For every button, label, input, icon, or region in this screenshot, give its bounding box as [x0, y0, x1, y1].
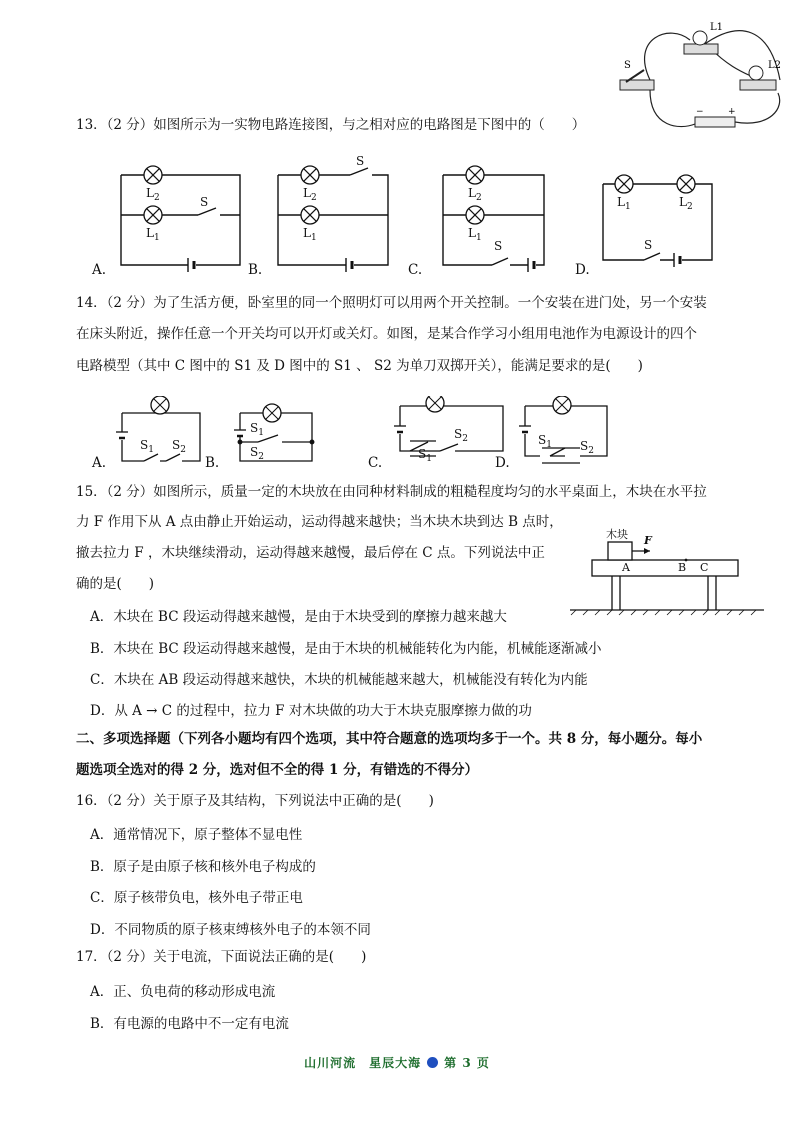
svg-text:S: S [624, 60, 631, 71]
q13-a-l1-label: $L_1$ [146, 226, 160, 243]
svg-text:B: B [678, 561, 687, 574]
q15-stem-line4: 确的是( ) [76, 576, 155, 592]
q16-option-c[interactable]: C．原子核带负电，核外电子带正电 [90, 890, 303, 906]
q17-option-b[interactable]: B．有电源的电路中不一定有电流 [90, 1016, 289, 1032]
q13-a-l2-label: $L_2$ [146, 186, 160, 203]
svg-text:木块: 木块 [606, 528, 628, 541]
q14-stem-line1: 14．（2 分）为了生活方便，卧室里的同一个照明灯可以用两个开关控制。一个安装在进门处，另一个安装 [76, 295, 707, 311]
svg-text:L2: L2 [768, 60, 782, 71]
svg-text:S2: $S_2$ [250, 445, 264, 462]
q13-c-l2-label: $L_2$ [468, 186, 482, 203]
footer-motto: 山川河流 星辰大海 [304, 1056, 422, 1070]
page-number: 第 3 页 [444, 1056, 490, 1070]
q16-option-a[interactable]: A．通常情况下，原子整体不显电性 [90, 827, 303, 843]
svg-text:A: A [622, 561, 630, 574]
svg-text:−: − [696, 107, 704, 117]
q15-option-a[interactable]: A．木块在 BC 段运动得越来越慢，是由于木块受到的摩擦力越来越大 [90, 609, 507, 625]
q14-circuit-diagrams [110, 396, 620, 468]
q17-option-a[interactable]: A．正、负电荷的移动形成电流 [90, 984, 276, 1000]
q14-option-b[interactable]: B. [205, 455, 220, 471]
q14-stem-line3: 电路模型（其中 C 图中的 S1 及 D 图中的 S1 、 S2 为单刀双掷开关），能满足要求的是( ) [76, 358, 643, 374]
q14-option-d[interactable]: D. [495, 455, 510, 471]
q13-d-l2-label: $L_2$ [679, 195, 693, 212]
svg-text:L1: L1 [710, 22, 724, 33]
q15-option-b[interactable]: B．木块在 BC 段运动得越来越慢，是由于木块的机械能转化为内能，机械能逐渐减小 [90, 641, 602, 657]
q14-stem-line2: 在床头附近，操作任意一个开关均可以开灯或关灯。如图，是某合作学习小组用电池作为电源设计的四个 [76, 326, 697, 342]
q13-photo-bulb-l1 [684, 22, 723, 54]
q13-circuit-diagrams [88, 150, 728, 280]
q15-option-d[interactable]: D．从 A → C 的过程中，拉力 F 对木块做的功大于木块克服摩擦力做的功 [90, 703, 532, 719]
svg-text:S1: $S_1$ [140, 438, 154, 455]
q13-c-s-label: S [494, 239, 503, 253]
q14-circuit-c [394, 406, 503, 456]
q15-table-figure [568, 524, 768, 616]
q13-b-l2-label: $L_2$ [303, 186, 317, 203]
q15-stem-line2: 力 F 作用下从 A 点由静止开始运动，运动得越来越快；当木块木块到达 B 点时， [76, 514, 563, 530]
section2-heading-line2: 题选项全选对的得 2 分，选对但不全的得 1 分，有错选的不得分） [76, 762, 479, 778]
q13-a-s-label: S [200, 195, 209, 209]
q17-stem: 17．（2 分）关于电流，下面说法正确的是( ) [76, 949, 367, 965]
q13-option-d[interactable]: D. [575, 262, 590, 278]
footer-dot-icon [427, 1057, 438, 1068]
q13-c-l1-label: $L_1$ [468, 226, 482, 243]
q13-circuit-b [278, 168, 388, 272]
q16-option-b[interactable]: B．原子是由原子核和核外电子构成的 [90, 859, 316, 875]
section2-heading-line1: 二、多项选择题（下列各小题均有四个选项，其中符合题意的选项均多于一个。共 8 分，每小题分。每小 [76, 731, 703, 747]
q13-option-c[interactable]: C. [408, 262, 423, 278]
svg-text:S1: $S_1$ [418, 447, 432, 464]
svg-text:S2: $S_2$ [454, 427, 468, 444]
svg-text:S2: $S_2$ [172, 438, 186, 455]
q15-stem-line1: 15．（2 分）如图所示，质量一定的木块放在由同种材料制成的粗糙程度均匀的水平桌面上，木块在水平拉 [76, 484, 707, 500]
q13-circuit-c [443, 175, 544, 272]
q14-circuit-a [116, 413, 200, 461]
svg-text:S1: $S_1$ [250, 421, 264, 438]
q13-photo-switch [620, 60, 654, 90]
q13-option-b[interactable]: B. [248, 262, 263, 278]
q13-photo-bulb-l2 [740, 60, 781, 90]
svg-text:S2: $S_2$ [580, 439, 594, 456]
q13-option-a[interactable]: A. [92, 262, 107, 278]
q15-option-c[interactable]: C．木块在 AB 段运动得越来越快，木块的机械能越来越大，机械能没有转化为内能 [90, 672, 588, 688]
q13-real-circuit-figure [610, 18, 790, 136]
svg-text:F: F [644, 534, 652, 547]
svg-text:S1: $S_1$ [538, 433, 552, 450]
q13-d-l1-label: $L_1$ [617, 195, 631, 212]
q14-option-a[interactable]: A. [92, 455, 107, 471]
q16-stem: 16．（2 分）关于原子及其结构，下列说法中正确的是( ) [76, 793, 434, 809]
page-footer [0, 1054, 794, 1071]
q13-d-s-label: S [644, 238, 653, 252]
q16-option-d[interactable]: D．不同物质的原子核束缚核外电子的本领不同 [90, 922, 371, 938]
svg-text:C: C [700, 561, 709, 574]
q13-photo-battery [695, 107, 736, 127]
q13-b-l1-label: $L_1$ [303, 226, 317, 243]
q13-stem: 13．（2 分）如图所示为一实物电路连接图，与之相对应的电路图是下图中的（ ） [76, 117, 586, 133]
q13-b-s-label: S [356, 154, 365, 168]
q13-circuit-a [121, 175, 240, 272]
q15-stem-line3: 撤去拉力 F ，木块继续滑动，运动得越来越慢，最后停在 C 点。下列说法中正 [76, 545, 545, 561]
svg-text:+: + [728, 107, 736, 117]
q14-option-c[interactable]: C. [368, 455, 383, 471]
